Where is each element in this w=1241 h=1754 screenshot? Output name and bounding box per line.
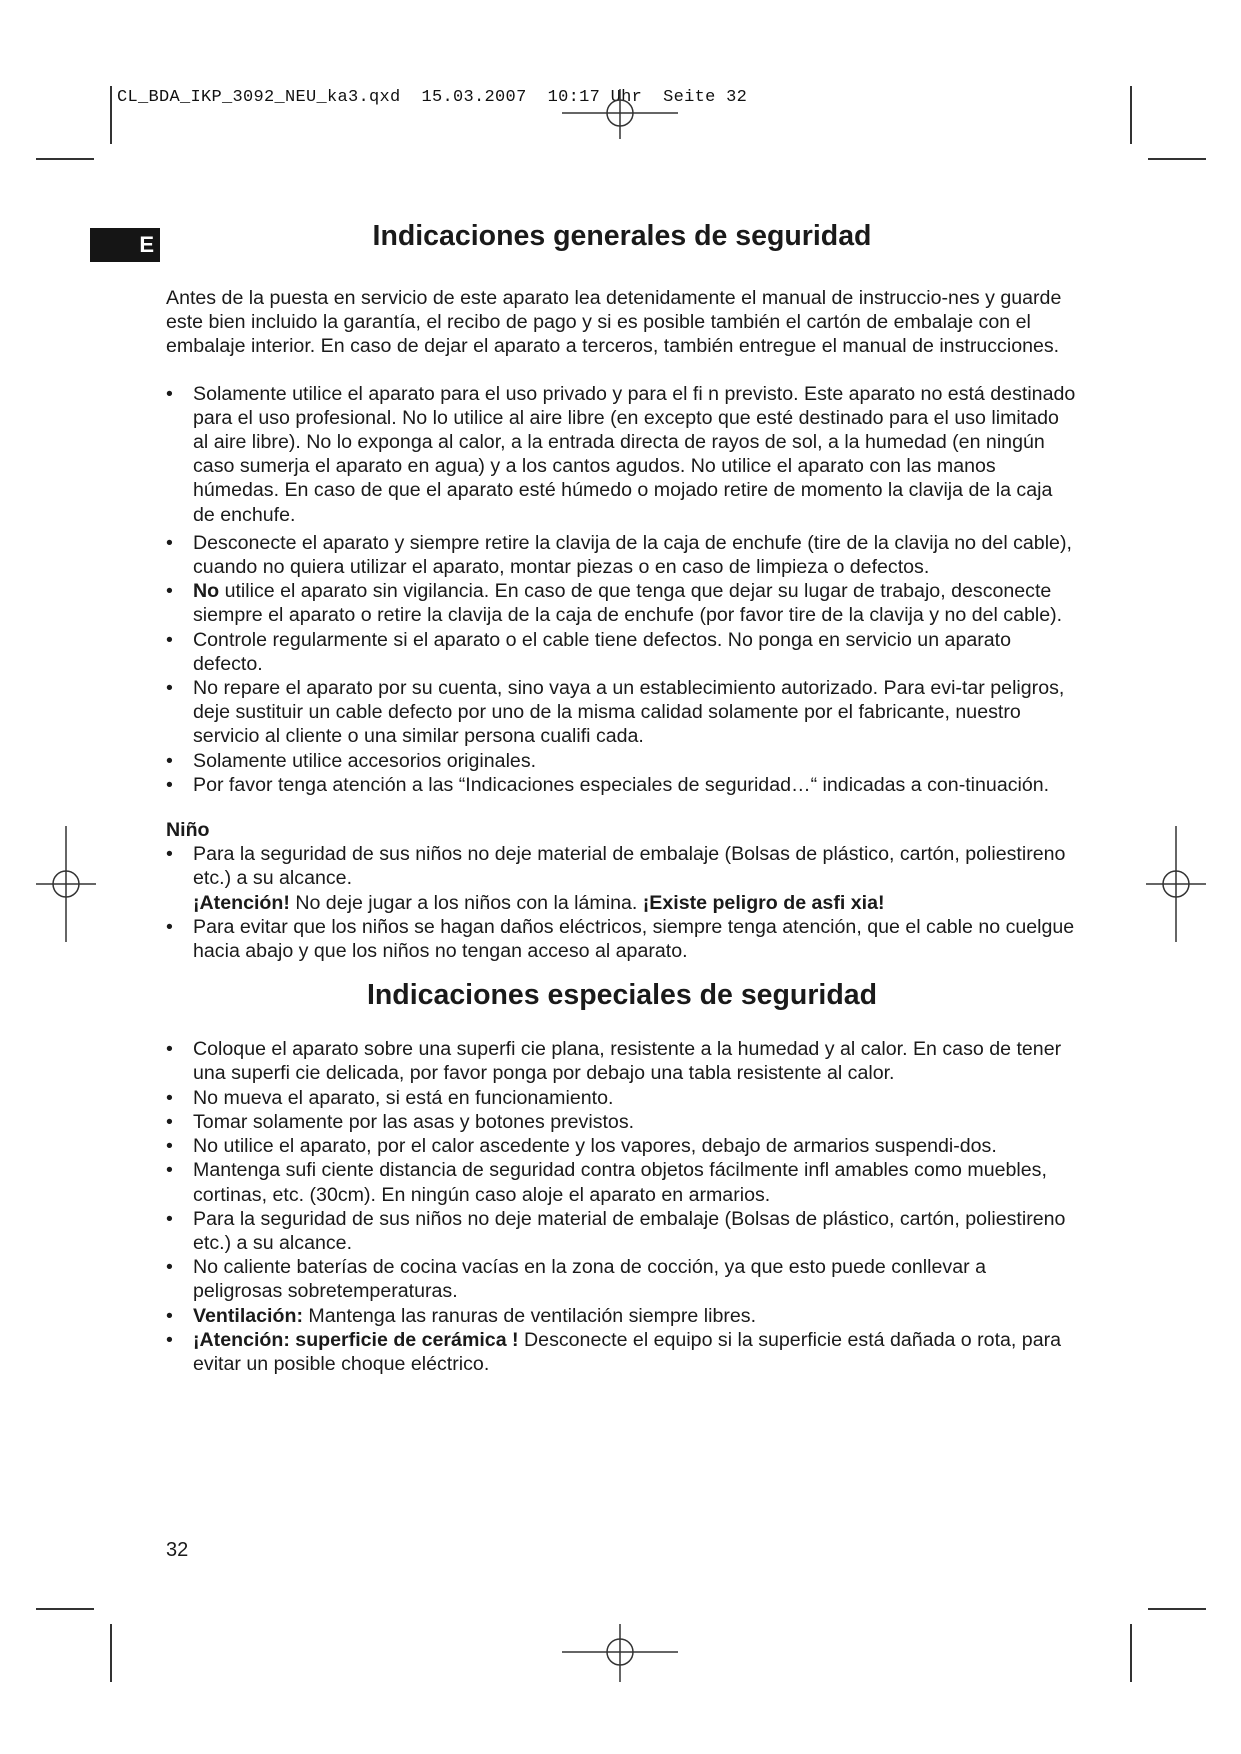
list-item: • Para la seguridad de sus niños no deje material de embalaje (Bolsas de plástico, cartón, poliestireno etc.) a su alcance. ¡Atención! No deje jugar a los niños con la lámina. ¡Existe peligro de asfi xia!: [166, 842, 1078, 915]
list-item: • ¡Atención: superficie de cerámica ! Desconecte el equipo si la superficie está dañada o rota, para evitar un posible choque eléctrico.: [166, 1328, 1078, 1376]
crop-mark-top-left-h: [36, 158, 94, 160]
child-safety-list: [166, 842, 1078, 963]
list-item: • No utilice el aparato sin vigilancia. En caso de que tenga que dejar su lugar de trabajo, desconecte siempre el aparato o retire la clavija de la caja de enchufe (por favor tire de la clavija y no del cable).: [166, 579, 1078, 627]
print-slug: CL_BDA_IKP_3092_NEU_ka3.qxd 15.03.2007 10:17 Uhr Seite 32: [117, 88, 748, 107]
list-item: • No mueva el aparato, si está en funcionamiento.: [166, 1086, 1078, 1110]
crop-mark-bottom-left-h: [36, 1608, 94, 1610]
list-item: • Desconecte el aparato y siempre retire la clavija de la caja de enchufe (tire de la clavija no del cable), cuando no quiera utilizar el aparato, montar piezas o en caso de limpieza o defectos.: [166, 531, 1078, 579]
list-item: • Para la seguridad de sus niños no deje material de embalaje (Bolsas de plástico, cartón, poliestireno etc.) a su alcance.: [166, 1207, 1078, 1255]
section-title-general-safety: Indicaciones generales de seguridad: [372, 220, 872, 252]
list-item: • Coloque el aparato sobre una superfi cie plana, resistente a la humedad y al calor. En caso de tener una superfi cie delicada, por favor ponga por debajo una tabla resistente al calor.: [166, 1037, 1078, 1085]
list-item: • No repare el aparato por su cuenta, sino vaya a un establecimiento autorizado. Para evi-tar peligros, deje sustituir un cable defecto por uno de la misma calidad solamente por el fabricante, nuestro servicio al cliente o una similar persona cualifi cada.: [166, 676, 1078, 749]
list-item: • No utilice el aparato, por el calor ascedente y los vapores, debajo de armarios suspendi-dos.: [166, 1134, 1078, 1158]
crop-mark-bottom-right-v: [1130, 1624, 1132, 1682]
list-item: • Ventilación: Mantenga las ranuras de ventilación siempre libres.: [166, 1304, 1078, 1328]
list-item: • Solamente utilice el aparato para el uso privado y para el fi n previsto. Este aparato no está destinado para el uso profesional. No lo utilice al aire libre (en excepto que esté destinado para el uso limitado al aire libre). No lo exponga al calor, a la entrada directa de rayos de sol, a la humedad (en ningún caso sumerja el aparato en agua) y a los cantos agudos. No utilice el aparato con las manos húmedas. En caso de que el aparato esté húmedo o mojado retire de momento la clavija de la caja de enchufe.: [166, 382, 1078, 527]
suffocation-warning: ¡Atención! No deje jugar a los niños con la lámina. ¡Existe peligro de asfi xia!: [193, 891, 885, 914]
list-item: • Solamente utilice accesorios originales.: [166, 749, 1078, 773]
registration-mark-top-icon: [562, 89, 678, 139]
crop-mark-top-right-h: [1148, 158, 1206, 160]
crop-mark-top-left-v: [110, 86, 112, 144]
registration-mark-left-icon: [36, 826, 96, 942]
intro-paragraph: Antes de la puesta en servicio de este aparato lea detenidamente el manual de instruccio-nes y guarde este bien incluido la garantía, el recibo de pago y si es posible también el cartón de embalaje con el embalaje interior. En caso de dejar el aparato a terceros, también entregue el manual de instrucciones.: [166, 287, 1062, 358]
crop-mark-bottom-right-h: [1148, 1608, 1206, 1610]
list-item: • Tomar solamente por las asas y botones previstos.: [166, 1110, 1078, 1134]
crop-mark-top-right-v: [1130, 86, 1132, 144]
special-safety-list: [166, 1037, 1078, 1376]
page-content: [166, 216, 1078, 1376]
list-item: • Para evitar que los niños se hagan daños eléctricos, siempre tenga atención, que el cable no cuelgue hacia abajo y que los niños no tengan acceso al aparato.: [166, 915, 1078, 963]
child-section-heading: Niño: [166, 819, 210, 842]
page-number: 32: [166, 1539, 189, 1561]
crop-mark-bottom-left-v: [110, 1624, 112, 1682]
language-tab: E: [90, 228, 160, 262]
general-safety-list: [166, 382, 1078, 797]
registration-mark-bottom-icon: [562, 1624, 678, 1682]
section-title-special-safety: Indicaciones especiales de seguridad: [366, 979, 878, 1012]
list-item: • Por favor tenga atención a las “Indicaciones especiales de seguridad…“ indicadas a con-tinuación.: [166, 773, 1078, 797]
registration-mark-right-icon: [1146, 826, 1206, 942]
list-item: • Controle regularmente si el aparato o el cable tiene defectos. No ponga en servicio un aparato defecto.: [166, 628, 1078, 676]
list-item: • Mantenga sufi ciente distancia de seguridad contra objetos fácilmente infl amables como muebles, cortinas, etc. (30cm). En ningún caso aloje el aparato en armarios.: [166, 1158, 1078, 1206]
list-item: • No caliente baterías de cocina vacías en la zona de cocción, ya que esto puede conllevar a peligrosas sobretemperaturas.: [166, 1255, 1078, 1303]
